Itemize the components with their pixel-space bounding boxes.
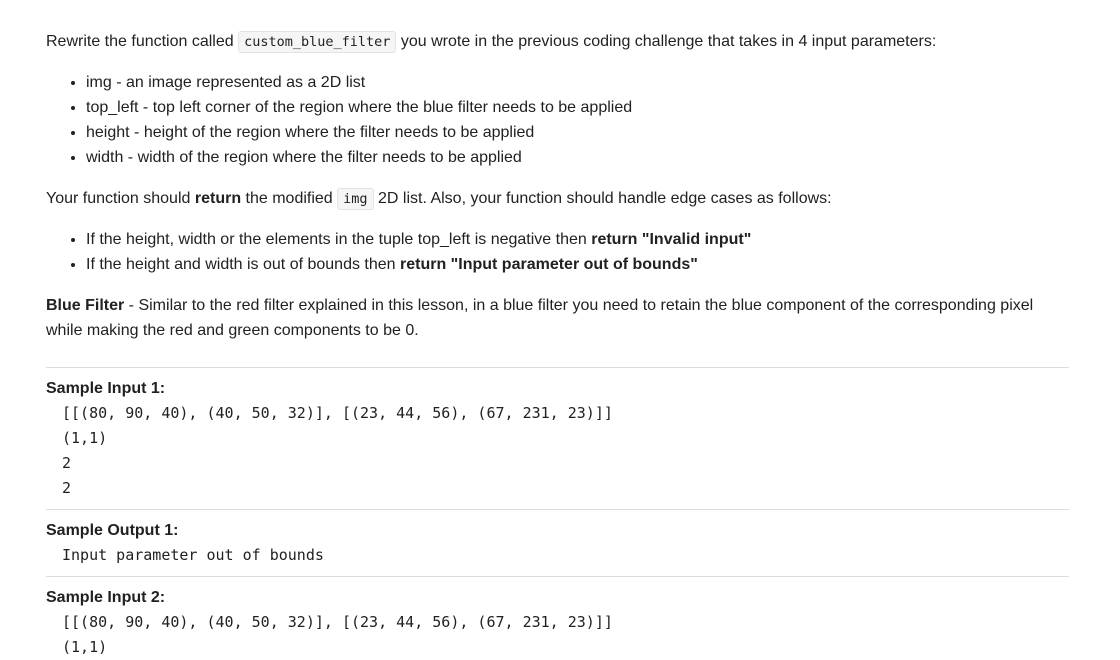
intro-paragraph — [46, 29, 936, 55]
blue-filter-label: Blue Filter — [46, 297, 125, 314]
code-line: Input parameter out of bounds — [62, 546, 324, 564]
code-line: (1,1) — [62, 638, 108, 656]
blue-filter-text: - Similar to the red filter explained in this lesson, in a blue filter you need to retain the blue component of the corresponding pixel while making the red and green components to be 0. — [46, 297, 1034, 339]
list-item: • width - width of the region where the filter needs to be applied — [86, 145, 1086, 170]
sample-input-1-label: Sample Input 1: — [46, 380, 166, 397]
code-line: 2 — [62, 479, 72, 497]
img-code: img — [337, 188, 373, 210]
returns-paragraph — [46, 186, 832, 212]
parameters-list — [46, 70, 1086, 170]
divider — [46, 509, 1069, 510]
returns-bold: return — [194, 190, 242, 207]
divider — [46, 576, 1069, 577]
function-name-code: custom_blue_filter — [238, 31, 396, 53]
divider — [46, 367, 1069, 368]
sample-output-1 — [46, 518, 324, 568]
code-line: [[(80, 90, 40), (40, 50, 32)], [(23, 44, 56), (67, 231, 23)]] — [62, 613, 613, 631]
returns-text-before: Your function should — [46, 190, 195, 207]
list-item: • height - height of the region where the filter needs to be applied — [86, 120, 1086, 145]
code-line: 2 — [62, 454, 72, 472]
blue-filter-paragraph — [46, 293, 1069, 343]
sample-input-2-label: Sample Input 2: — [46, 589, 166, 606]
list-item: • img - an image represented as a 2D list — [86, 70, 1086, 95]
returns-text-middle: the modified — [241, 190, 338, 207]
edge-cases-list — [46, 227, 1086, 277]
code-line: (1,1) — [62, 429, 108, 447]
code-line: [[(80, 90, 40), (40, 50, 32)], [(23, 44, 56), (67, 231, 23)]] — [62, 404, 613, 422]
list-item: • If the height, width or the elements in the tuple top_left is negative then return "Invalid input" — [86, 227, 1086, 252]
intro-text-before: Rewrite the function called — [46, 33, 239, 50]
intro-text-after: you wrote in the previous coding challenge that takes in 4 input parameters: — [396, 33, 937, 50]
sample-input-2 — [46, 585, 613, 660]
sample-input-1 — [46, 376, 613, 501]
list-item: • If the height and width is out of bounds then return "Input parameter out of bounds" — [86, 252, 1086, 277]
sample-output-1-label: Sample Output 1: — [46, 522, 179, 539]
returns-text-after: 2D list. Also, your function should handle edge cases as follows: — [373, 190, 832, 207]
list-item: • top_left - top left corner of the region where the blue filter needs to be applied — [86, 95, 1086, 120]
